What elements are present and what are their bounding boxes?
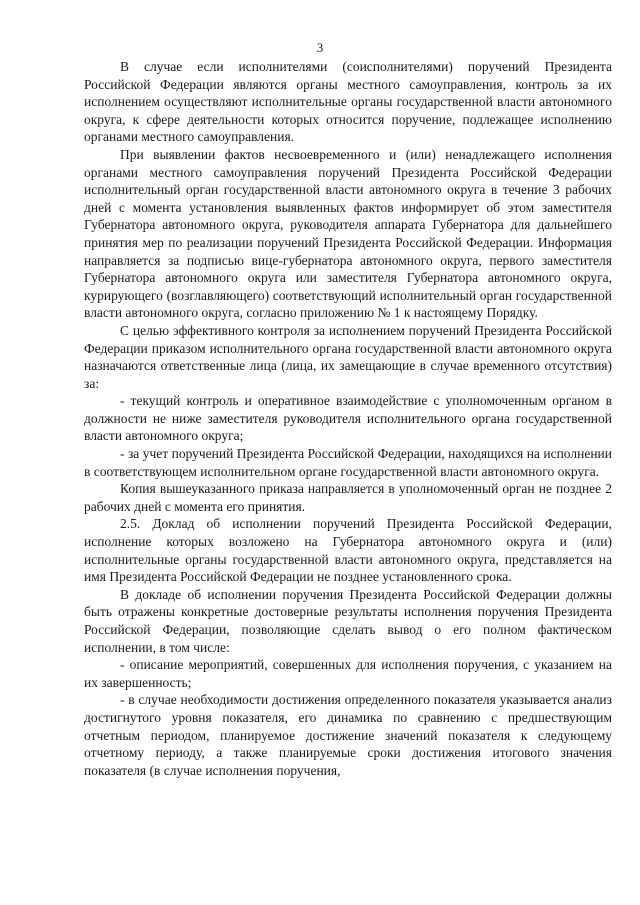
list-item-accounting: - за учет поручений Президента Российской Федерации, находящихся на исполнении в соответствующем исполнительном органе государственной власти автономного округа. xyxy=(84,446,612,479)
paragraph-report-contents: В докладе об исполнении поручения Президента Российской Федерации должны быть отражены конкретные достоверные результаты исполнения поручения Президента Российской Федерации, позволяющие сделать вывод о его полном фактическом исполнении, в том числе: xyxy=(84,586,612,655)
document-body xyxy=(84,58,612,779)
paragraph-responsible-persons: С целью эффективного контроля за исполнением поручений Президента Российской Федерации приказом исполнительного органа государственной власти автономного округа назначаются ответственные лица (лица, их замещающие в случае временного отсутствия) за: xyxy=(84,322,612,391)
list-item-current-control: - текущий контроль и оперативное взаимодействие с уполномоченным органом в должности не ниже заместителя руководителя исполнительного органа государственной власти автономного округа; xyxy=(84,393,612,444)
paragraph-order-copy: Копия вышеуказанного приказа направляется в уполномоченный орган не позднее 2 рабочих дней с момента его принятия. xyxy=(84,481,612,514)
paragraph-local-self-government: В случае если исполнителями (соисполнителями) поручений Президента Российской Федерации являются органы местного самоуправления, контроль за их исполнением осуществляют исполнительные органы государственной власти автономного округа, к сфере деятельности которых относится поручение, подлежащее исполнению органами местного самоуправления. xyxy=(84,59,612,145)
list-item-measures-description: - описание мероприятий, совершенных для исполнения поручения, с указанием на их завершенность; xyxy=(84,657,612,690)
paragraph-section-2-5: 2.5. Доклад об исполнении поручений Президента Российской Федерации, исполнение которых возложено на Губернатора автономного округа и (или) исполнительные органы государственной власти автономного округа, представляется на имя Президента Российской Федерации не позднее установленного срока. xyxy=(84,516,612,585)
paragraph-violations-notification: При выявлении фактов несвоевременного и (или) ненадлежащего исполнения органами местного самоуправления поручений Президента Российской Федерации исполнительный орган государственной власти автономного округа в течение 3 рабочих дней с момента установления выявленных фактов информирует об этом заместителя Губернатора автономного округа, руководителя аппарата Губернатора для дальнейшего принятия мер по реализации поручений Президента Российской Федерации. Информация направляется за подписью вице-губернатора автономного округа, первого заместителя Губернатора автономного округа или заместителя Губернатора автономного округа, курирующего (возглавляющего) соответствующий исполнительный орган государственной власти автономного округа, согласно приложению № 1 к настоящему Порядку. xyxy=(84,146,612,321)
list-item-indicator-analysis: - в случае необходимости достижения определенного показателя указывается анализ достигнутого уровня показателя, его динамика по сравнению с предшествующим отчетным периодом, планируемое достижение значений показателя к следующему отчетному периоду, а также планируемые сроки достижения итогового значения показателя (в случае исполнения поручения, xyxy=(84,692,612,778)
page-number: 3 xyxy=(316,40,324,55)
